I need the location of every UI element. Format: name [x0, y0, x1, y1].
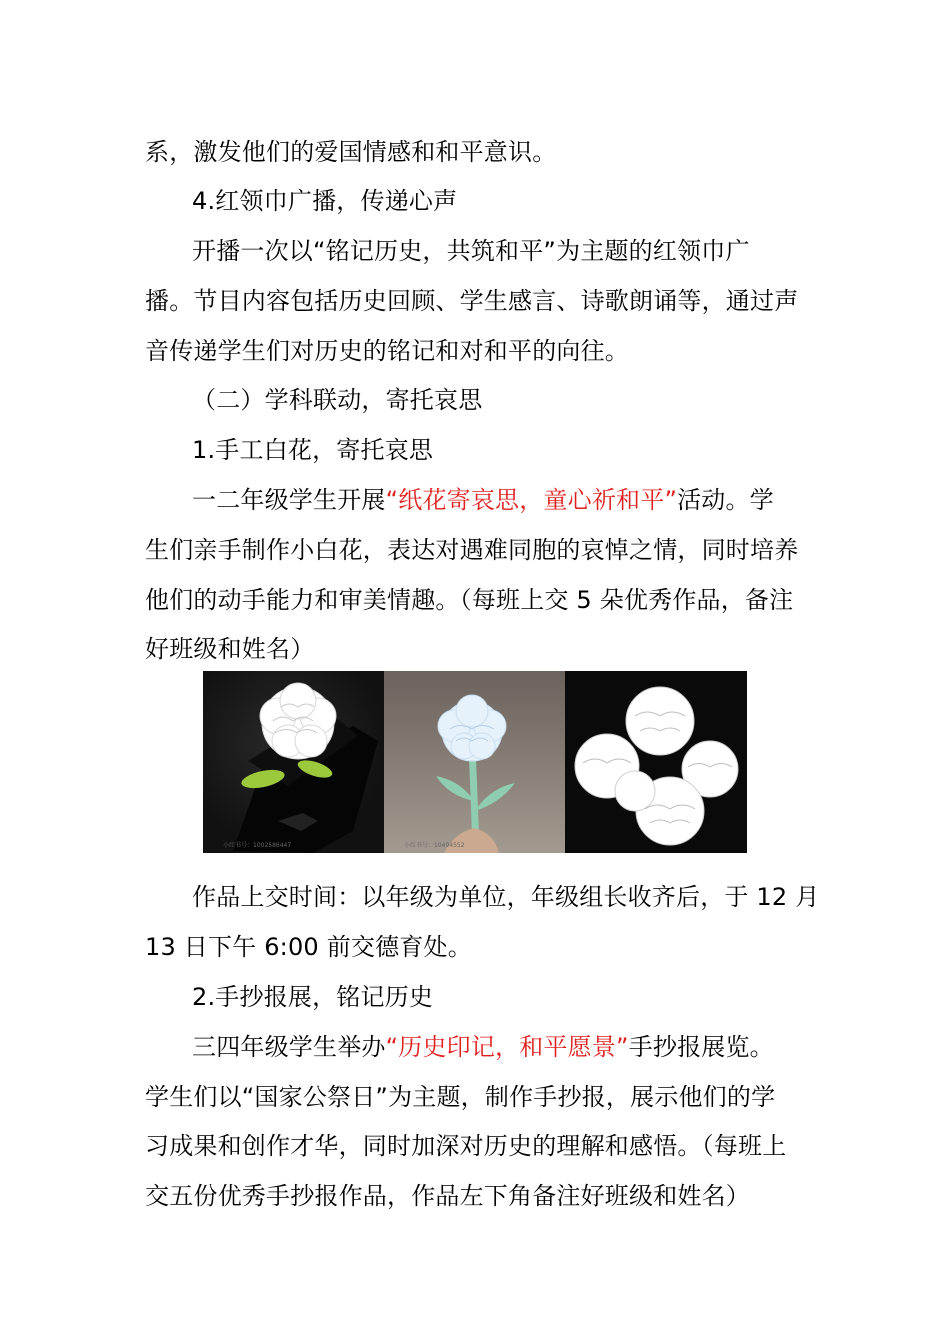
paragraph-line: 生们亲手制作小白花，表达对遇难同胞的哀悼之情，同时培养	[145, 536, 799, 564]
photo-flower-bouquet: 小红书号：1002586447	[203, 671, 384, 853]
flower-bouquet-icon	[203, 671, 384, 853]
section-heading: （二）学科联动，寄托哀思	[192, 386, 483, 414]
heading-4: 4.红领巾广播，传递心声	[192, 187, 458, 215]
photo-flower-cluster	[565, 671, 747, 853]
photo-strip	[203, 671, 747, 853]
paragraph-line: 13 日下午 6:00 前交德育处。	[145, 933, 472, 961]
paragraph-line: 他们的动手能力和审美情趣。（每班上交 5 朵优秀作品，备注	[145, 586, 794, 614]
photo-single-flower: 小红书号：10494552	[384, 671, 565, 853]
text: 三四年级学生举办	[192, 1033, 386, 1061]
text: 手抄报展览。	[628, 1033, 774, 1061]
paragraph-line: 学生们以“国家公祭日”为主题，制作手抄报，展示他们的学	[145, 1083, 776, 1111]
paragraph-line: 好班级和姓名）	[145, 635, 315, 663]
heading-2: 2.手抄报展，铭记历史	[192, 983, 434, 1011]
single-flower-icon	[384, 671, 565, 853]
activity-name: “纸花寄哀思，童心祈和平”	[385, 486, 678, 514]
paragraph-line: 作品上交时间：以年级为单位，年级组长收齐后，于 12 月	[192, 883, 820, 911]
paragraph-line: 音传递学生们对历史的铭记和对和平的向往。	[145, 337, 629, 365]
text: 一二年级学生开展	[192, 486, 386, 514]
paragraph-line: 开播一次以“铭记历史，共筑和平”为主题的红领巾广	[192, 237, 750, 265]
paragraph-line	[192, 485, 774, 515]
paragraph-line	[192, 1032, 774, 1062]
text: 活动。学	[677, 486, 774, 514]
paragraph-line: 播。节目内容包括历史回顾、学生感言、诗歌朗诵等，通过声	[145, 287, 799, 315]
flower-cluster-icon	[565, 671, 747, 853]
paragraph-line: 习成果和创作才华，同时加深对历史的理解和感悟。（每班上	[145, 1132, 787, 1160]
heading-1: 1.手工白花，寄托哀思	[192, 436, 434, 464]
line-1: 系，激发他们的爱国情感和和平意识。	[145, 138, 557, 166]
paragraph-line: 交五份优秀手抄报作品，作品左下角备注好班级和姓名）	[145, 1182, 750, 1210]
exhibition-name: “历史印记，和平愿景”	[385, 1033, 629, 1061]
